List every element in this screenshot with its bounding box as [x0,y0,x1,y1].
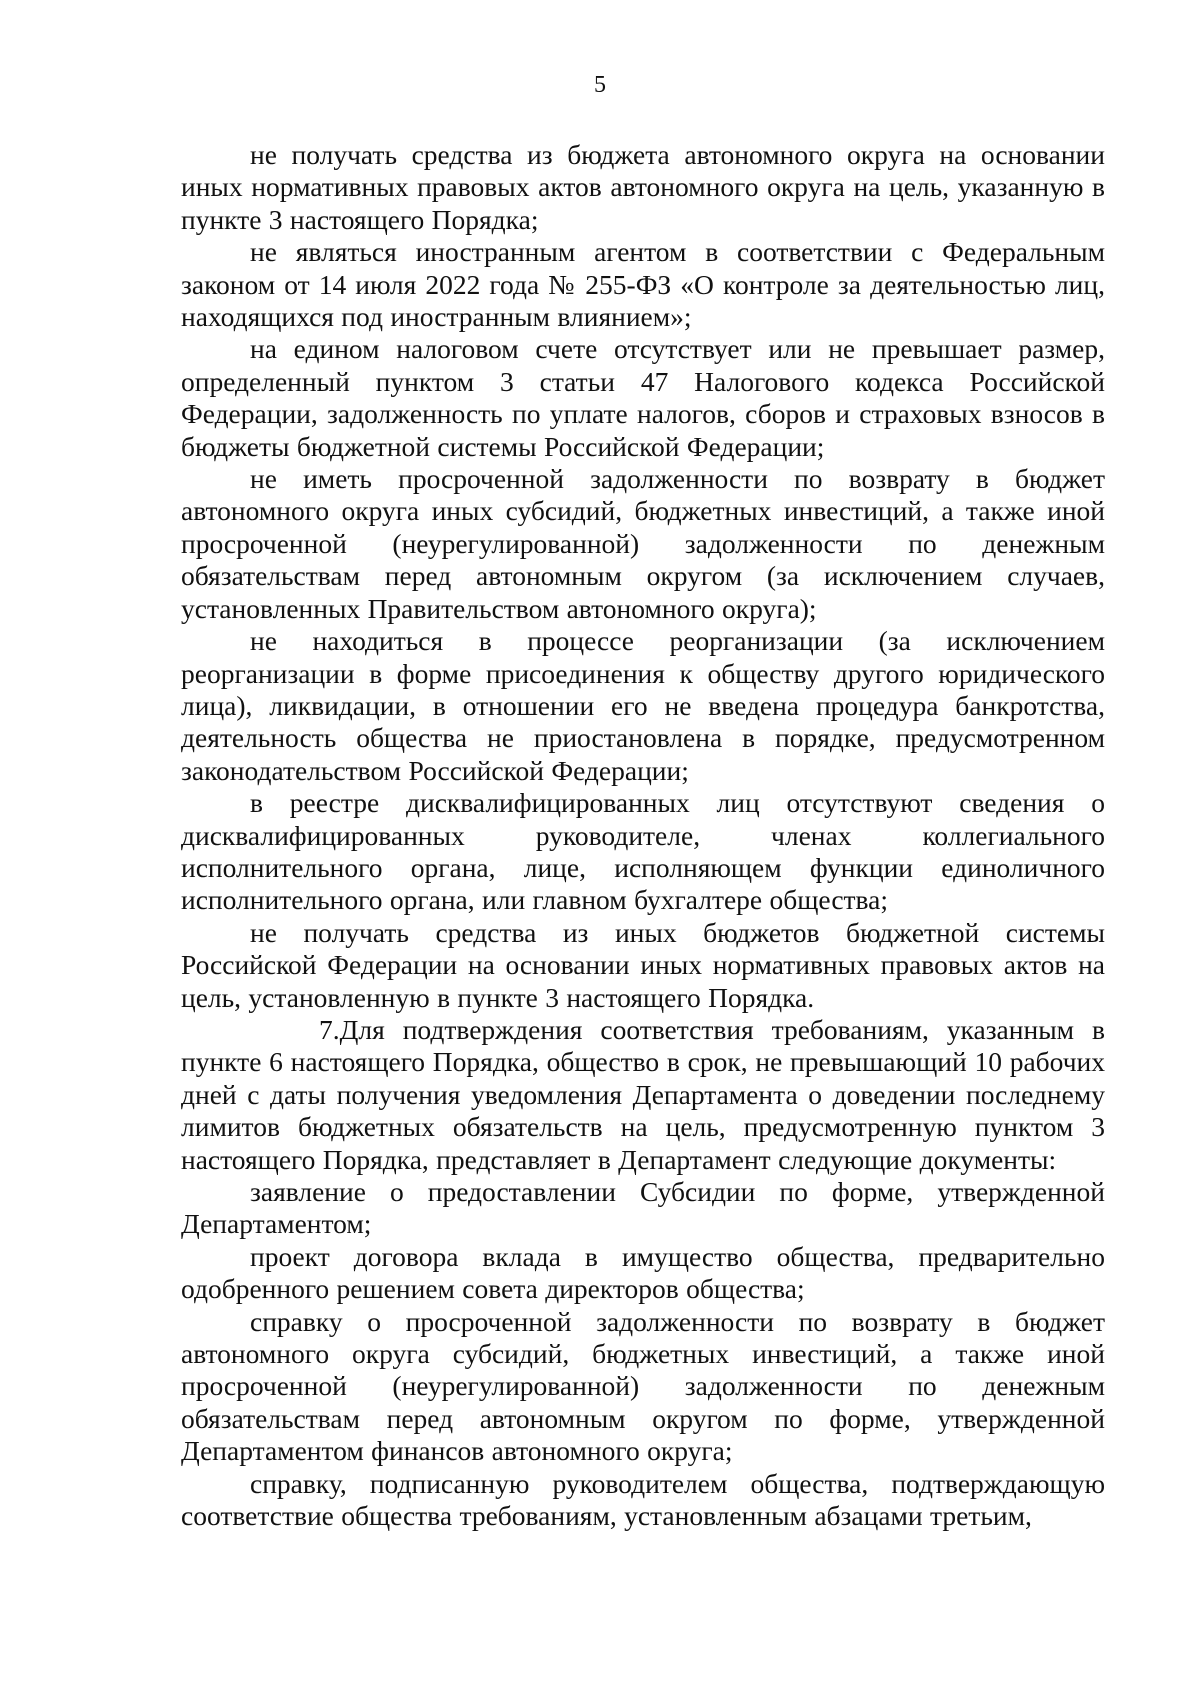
paragraph-application: заявление о предоставлении Субсидии по форме, утвержденной Департаментом; [181,1176,1105,1240]
paragraph-reorganization: не находиться в процессе реорганизации (за исключением реорганизации в форме присоединения к обществу другого юридического лица), ликвидации, в отношении его не введена процедура банкротства, деятельность общества не приостановлена в порядке, предусмотренном законодательством Российской Федерации; [181,625,1105,786]
paragraph-not-foreign-agent: не являться иностранным агентом в соответствии с Федеральным законом от 14 июля 2022 года № 255-ФЗ «О контроле за деятельностью лиц, находящихся под иностранным влиянием»; [181,236,1105,333]
item-7-text: Для подтверждения соответствия требованиям, указанным в пункте 6 настоящего Порядка, общество в срок, не превышающий 10 рабочих дней с даты получения уведомления Департамента о доведении последнему лимитов бюджетных обязательств на цель, предусмотренную пунктом 3 настоящего Порядка, представляет в Департамент следующие документы: [181,1013,1105,1175]
item-number: 7. [319,1013,340,1045]
paragraph-other-budgets: не получать средства из иных бюджетов бюджетной системы Российской Федерации на основании иных нормативных правовых актов на цель, установленную в пункте 3 настоящего Порядка. [181,916,1105,1013]
page-number: 5 [594,72,606,98]
document-body [181,139,1105,1532]
paragraph-overdue-debt: не иметь просроченной задолженности по возврату в бюджет автономного округа иных субсидий, бюджетных инвестиций, а также иной просроченной (неурегулированной) задолженности по денежным обязательствам перед автономным округом (за исключением случаев, установленных Правительством автономного округа); [181,463,1105,624]
paragraph-no-budget-funds: не получать средства из бюджета автономного округа на основании иных нормативных правовых актов автономного округа на цель, указанную в пункте 3 настоящего Порядка; [181,139,1105,235]
paragraph-debt-certificate: справку о просроченной задолженности по возврату в бюджет автономного округа субсидий, бюджетных инвестиций, а также иной просроченной (неурегулированной) задолженности по денежным обязательствам перед автономным округом по форме, утвержденной Департаментом финансов автономного округа; [181,1305,1105,1467]
paragraph-disqualified-persons: в реестре дисквалифицированных лиц отсутствуют сведения о дисквалифицированных руководителе, членах коллегиального исполнительного органа, лице, исполняющем функции единоличного исполнительного органа, или главном бухгалтере общества; [181,787,1105,916]
paragraph-item-7 [181,1014,1105,1176]
paragraph-tax-debt: на едином налоговом счете отсутствует или не превышает размер, определенный пунктом 3 статьи 47 Налогового кодекса Российской Федерации, задолженность по уплате налогов, сборов и страховых взносов в бюджеты бюджетной системы Российской Федерации; [181,333,1105,462]
paragraph-contract-draft: проект договора вклада в имущество общества, предварительно одобренного решением совета директоров общества; [181,1240,1105,1305]
paragraph-compliance-certificate: справку, подписанную руководителем общества, подтверждающую соответствие общества требованиям, установленным абзацами третьим, [181,1467,1105,1532]
